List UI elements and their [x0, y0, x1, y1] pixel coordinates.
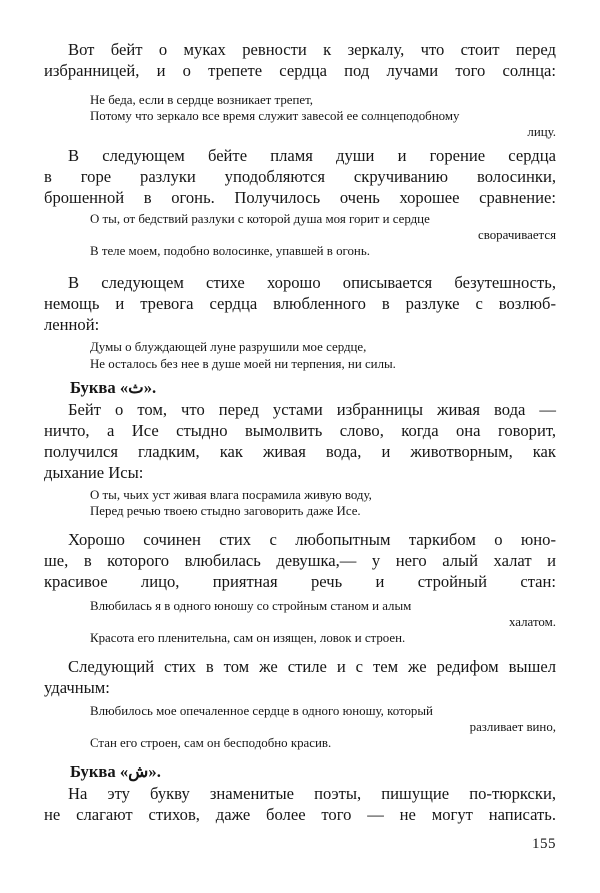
paragraph-2-line-1: В следующем бейте пламя души и горение сердца: [68, 146, 556, 165]
verse-3-line-2: Не осталось без нее в душе моей ни терпения, ни силы.: [90, 357, 396, 371]
paragraph-1-line-2: избранницей, и о трепете сердца под лучами того солнца:: [44, 61, 556, 80]
page-number: 155: [532, 836, 556, 852]
paragraph-3-line-3: ленной:: [44, 315, 100, 334]
verse-2-line-2: сворачивается: [478, 228, 556, 242]
verse-5-line-1: Влюбилась я в одного юношу со стройным станом и алым: [90, 599, 412, 613]
verse-6-line-2: разливает вино,: [469, 720, 556, 734]
paragraph-1-line-1: Вот бейт о муках ревности к зеркалу, что стоит перед: [68, 40, 556, 59]
verse-1-line-1: Не беда, если в сердце возникает трепет,: [90, 93, 313, 107]
paragraph-2-line-3: брошенной в огонь. Получилось очень хорошее сравнение:: [44, 188, 556, 207]
paragraph-4-line-4: дыхание Исы:: [44, 463, 144, 482]
paragraph-5-line-1: Хорошо сочинен стих с любопытным таркибом о юно-: [68, 530, 556, 549]
verse-2-line-3: В теле моем, подобно волосинке, упавшей в огонь.: [90, 244, 370, 258]
verse-1-line-2: Потому что зеркало все время служит завесой ее солнцеподобному: [90, 109, 460, 123]
verse-4-line-1: О ты, чьих уст живая влага посрамила живую воду,: [90, 488, 372, 502]
verse-1-line-3: лицу.: [527, 125, 556, 139]
verse-6-line-3: Стан его строен, сам он бесподобно красив.: [90, 736, 332, 750]
paragraph-7-line-2: не слагают стихов, даже более того — не могут написать.: [44, 805, 556, 824]
verse-5-line-3: Красота его пленительна, сам он изящен, ловок и строен.: [90, 631, 406, 645]
verse-6-line-1: Влюбилось мое опечаленное сердце в одного юношу, который: [90, 704, 433, 718]
verse-5-line-2: халатом.: [509, 615, 556, 629]
paragraph-6-line-2: удачным:: [44, 678, 110, 697]
paragraph-5-line-2: ше, в которого влюбилась девушка,— у него алый халат и: [44, 551, 556, 570]
paragraph-4-line-1: Бейт о том, что перед устами избранницы живая вода —: [68, 400, 556, 419]
verse-3-line-1: Думы о блуждающей луне разрушили мое сердце,: [90, 340, 367, 354]
paragraph-7-line-1: На эту букву знаменитые поэты, пишущие по-тюркски,: [68, 784, 556, 803]
verse-2-line-1: О ты, от бедствий разлуки с которой душа моя горит и сердце: [90, 212, 430, 226]
verse-4-line-2: Перед речью твоею стыдно заговорить даже Исе.: [90, 504, 361, 518]
paragraph-6-line-1: Следующий стих в том же стиле и с тем же редифом вышел: [68, 657, 556, 676]
paragraph-4-line-2: ничто, а Исе стыдно вымолвить слово, когда она говорит,: [44, 421, 556, 440]
paragraph-4-line-3: получился гладким, как живая вода, и животворным, как: [44, 442, 556, 461]
letter-heading-1: Буква «ث».: [70, 378, 157, 397]
paragraph-3-line-2: немощь и тревога сердца влюбленного в разлуке с возлюб-: [44, 294, 556, 313]
paragraph-3-line-1: В следующем стихе хорошо описывается безутешность,: [68, 273, 556, 292]
paragraph-5-line-3: красивое лицо, приятная речь и стройный стан:: [44, 572, 556, 591]
paragraph-2-line-2: в горе разлуки уподобляются скручиванию волосинки,: [44, 167, 556, 186]
letter-heading-2: Буква «ش».: [70, 762, 161, 781]
